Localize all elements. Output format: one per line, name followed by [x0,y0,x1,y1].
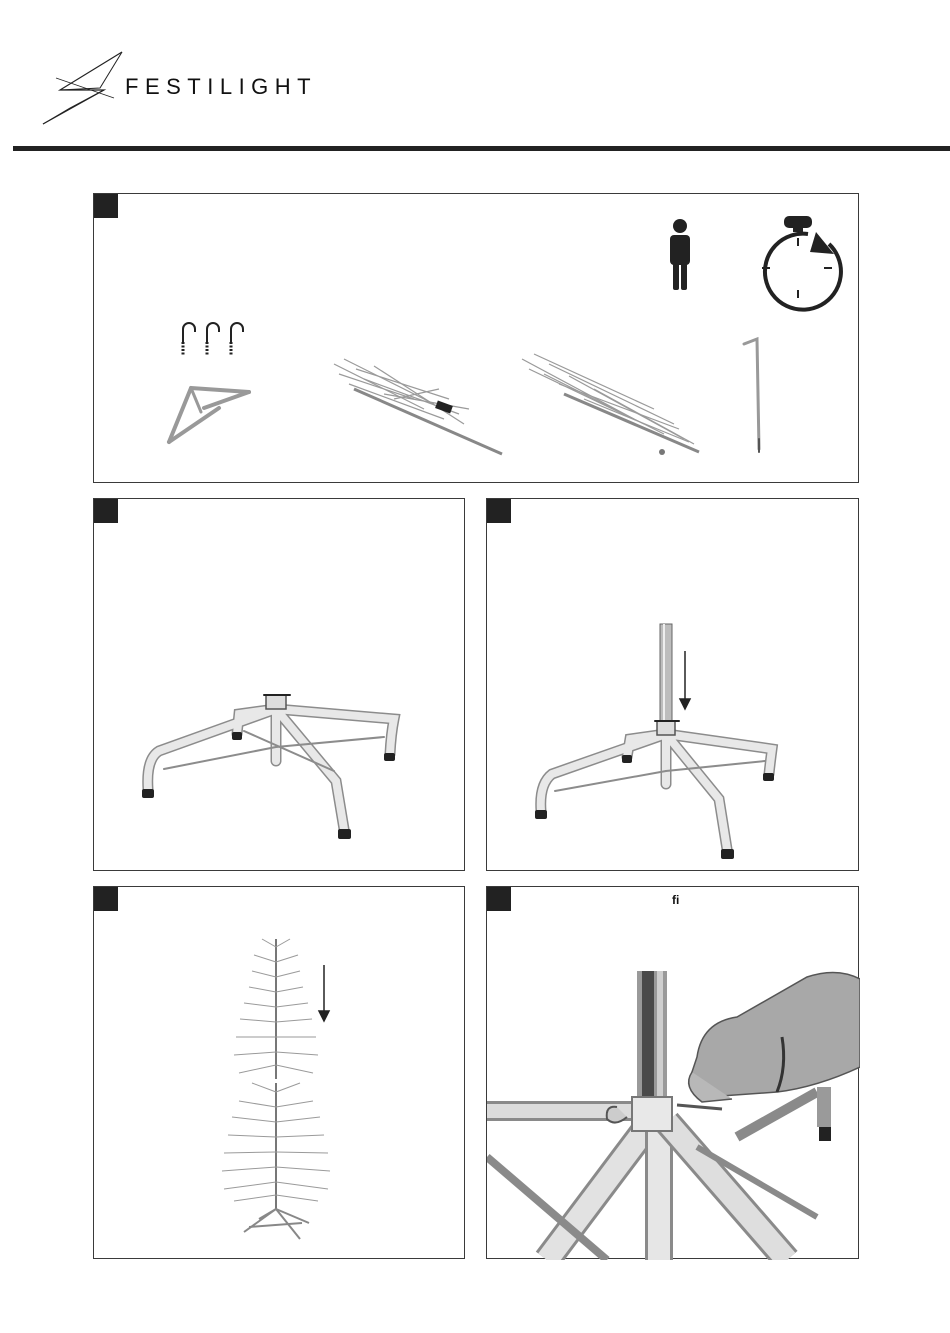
tree-stand [142,695,395,839]
stand-illustration [94,499,466,872]
lower-section [522,354,699,455]
screw-hook-icon [183,323,243,356]
tree-stand [487,1087,831,1260]
lower-section [222,1083,330,1209]
folded-stand [169,388,249,442]
header-divider [13,146,950,151]
arrow-down-icon [319,965,329,1021]
hand [677,972,860,1109]
pole [660,624,672,734]
screw-photo [487,887,860,1260]
panel-insert-pole [486,498,859,871]
mini-stand [244,1209,309,1239]
pole [637,971,667,1111]
brand-name: FESTILIGHT [125,74,318,99]
pole-illustration [487,499,860,872]
upper-section [234,939,318,1079]
panel-stand [93,498,465,871]
stopwatch-icon [762,216,841,310]
panel-tighten-screw [486,886,859,1259]
person-icon [670,219,690,290]
stack-illustration [94,887,466,1260]
instruction-note: fi [672,893,680,907]
panel-parts [93,193,859,483]
panel-stack-sections [93,886,465,1259]
arrow-down-icon [680,651,690,709]
parts-illustration [94,194,860,484]
tree-stand [535,721,774,859]
ground-stake [744,339,759,452]
upper-section [334,359,502,454]
